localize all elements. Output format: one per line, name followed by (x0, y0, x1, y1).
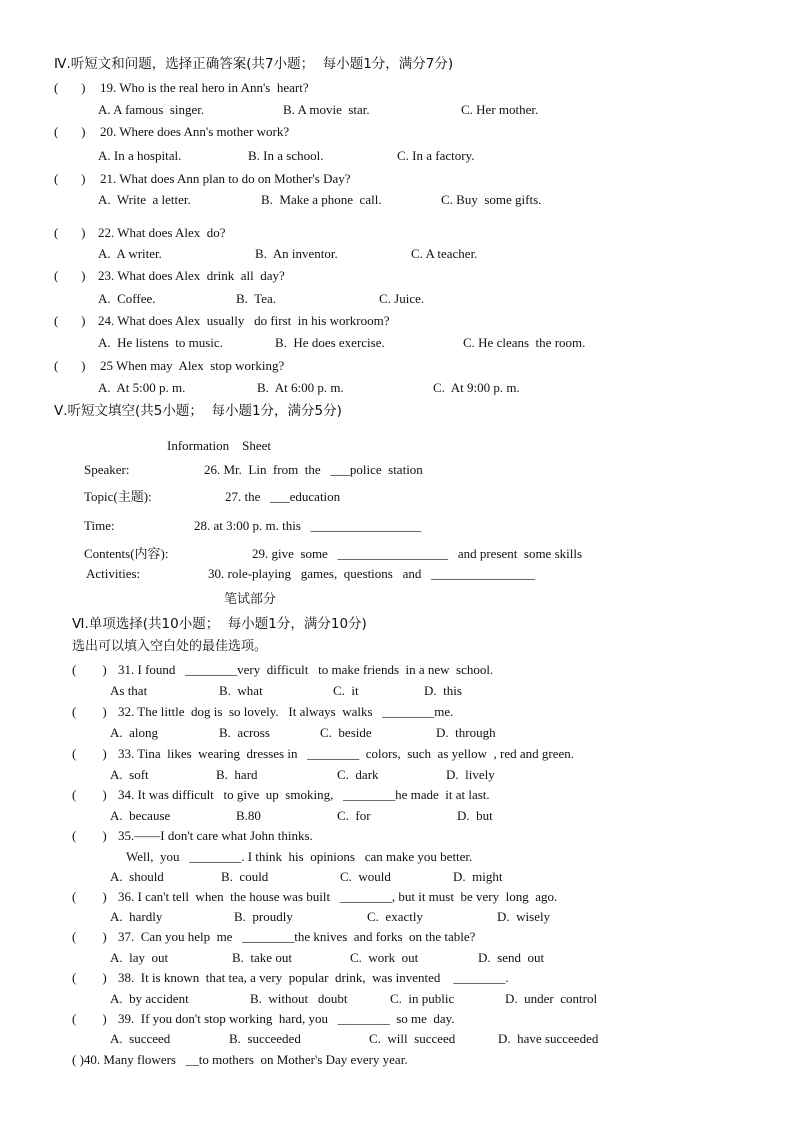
q22-option-c: C. A teacher. (411, 246, 478, 261)
q36-option-a: A. hardly (110, 909, 163, 924)
q19-option-c: C. Her mother. (461, 102, 539, 117)
question-21: 21. What does Ann plan to do on Mother's Day? (100, 171, 351, 186)
answer-paren-36[interactable]: ( ) (72, 889, 107, 904)
question-39: 39. If you don't stop working hard, you ________ so me day. (118, 1011, 455, 1026)
q25-option-b: B. At 6:00 p. m. (257, 380, 344, 395)
q37-option-d: D. send out (478, 950, 545, 965)
q23-option-a: A. Coffee. (98, 291, 156, 306)
q35-option-b: B. could (221, 869, 269, 884)
q24-option-a: A. He listens to music. (98, 335, 223, 350)
q31-option-b: B. what (219, 683, 263, 698)
question-35: 35.——I don't care what John thinks. (118, 828, 313, 843)
question-25: 25 When may Alex stop working? (100, 358, 285, 373)
sheet-item-30: 30. role-playing games, questions and ________________ (208, 566, 536, 581)
q35-option-a: A. should (110, 869, 164, 884)
q31-option-c: C. it (333, 683, 359, 698)
question-32: 32. The little dog is so lovely. It always walks ________me. (118, 704, 454, 719)
q24-option-b: B. He does exercise. (275, 335, 385, 350)
answer-paren-33[interactable]: ( ) (72, 746, 107, 761)
q32-option-d: D. through (436, 725, 496, 740)
question-38: 38. It is known that tea, a very popular drink, was invented ________. (118, 970, 509, 985)
q34-option-b: B.80 (236, 808, 261, 823)
sheet-item-29: 29. give some _________________ and present some skills (252, 546, 583, 561)
q34-option-a: A. because (110, 808, 171, 823)
q19-option-a: A. A famous singer. (98, 102, 205, 117)
q21-option-b: B. Make a phone call. (261, 192, 382, 207)
sheet-item-26: 26. Mr. Lin from the ___police station (204, 462, 423, 477)
q34-option-c: C. for (337, 808, 371, 823)
q37-option-a: A. lay out (110, 950, 169, 965)
written-part-title: 笔试部分 (224, 592, 277, 607)
q20-option-a: A. In a hospital. (98, 148, 182, 163)
q25-option-c: C. At 9:00 p. m. (433, 380, 520, 395)
question-23: 23. What does Alex drink all day? (98, 268, 285, 283)
q20-option-c: C. In a factory. (397, 148, 475, 163)
question-36: 36. I can't tell when the house was built ________, but it must be very long ago. (118, 889, 558, 904)
q35-option-d: D. might (453, 869, 503, 884)
q32-option-a: A. along (110, 725, 159, 740)
question-31: 31. I found ________very difficult to make friends in a new school. (118, 662, 494, 677)
q22-option-b: B. An inventor. (255, 246, 338, 261)
question-22: 22. What does Alex do? (98, 225, 226, 240)
sheet-label-time: Time: (84, 518, 115, 533)
q21-option-a: A. Write a letter. (98, 192, 191, 207)
q35-option-c: C. would (340, 869, 391, 884)
q38-option-b: B. without doubt (250, 991, 348, 1006)
question-33: 33. Tina likes wearing dresses in ________ colors, such as yellow , red and green. (118, 746, 575, 761)
q31-option-a: As that (110, 683, 148, 698)
answer-paren-34[interactable]: ( ) (72, 787, 107, 802)
q32-option-c: C. beside (320, 725, 372, 740)
question-24: 24. What does Alex usually do first in his workroom? (98, 313, 390, 328)
q33-option-d: D. lively (446, 767, 495, 782)
answer-paren-32[interactable]: ( ) (72, 704, 107, 719)
q36-option-b: B. proudly (234, 909, 293, 924)
answer-paren-23[interactable]: ( ) (54, 268, 86, 283)
q23-option-c: C. Juice. (379, 291, 425, 306)
section-5-heading: Ⅴ.听短文填空(共5小题； 每小题1分，满分5分) (54, 403, 342, 419)
q24-option-c: C. He cleans the room. (463, 335, 586, 350)
q33-option-c: C. dark (337, 767, 379, 782)
q37-option-c: C. work out (350, 950, 419, 965)
question-34: 34. It was difficult to give up smoking, ________he made it at last. (118, 787, 490, 802)
sheet-item-27: 27. the ___education (225, 489, 341, 504)
q39-option-a: A. succeed (110, 1031, 171, 1046)
q38-option-a: A. by accident (110, 991, 189, 1006)
q39-option-b: B. succeeded (229, 1031, 301, 1046)
answer-paren-20[interactable]: ( ) (54, 124, 86, 139)
sheet-label-topic: Topic(主题): (84, 489, 152, 504)
answer-paren-31[interactable]: ( ) (72, 662, 107, 677)
q33-option-b: B. hard (216, 767, 258, 782)
answer-paren-22[interactable]: ( ) (54, 225, 86, 240)
answer-paren-21[interactable]: ( ) (54, 171, 86, 186)
section-6-heading: Ⅵ.单项选择(共10小题； 每小题1分，满分10分) (72, 616, 367, 632)
q36-option-c: C. exactly (367, 909, 423, 924)
q38-option-d: D. under control (505, 991, 598, 1006)
q38-option-c: C. in public (390, 991, 455, 1006)
answer-paren-38[interactable]: ( ) (72, 970, 107, 985)
q23-option-b: B. Tea. (236, 291, 277, 306)
q39-option-c: C. will succeed (369, 1031, 456, 1046)
sheet-item-28: 28. at 3:00 p. m. this _________________ (194, 518, 422, 533)
information-sheet-title: Information Sheet (167, 438, 271, 453)
answer-paren-35[interactable]: ( ) (72, 828, 107, 843)
question-19: 19. Who is the real hero in Ann's heart? (100, 80, 309, 95)
q25-option-a: A. At 5:00 p. m. (98, 380, 186, 395)
q20-option-b: B. In a school. (248, 148, 324, 163)
q22-option-a: A. A writer. (98, 246, 162, 261)
answer-paren-25[interactable]: ( ) (54, 358, 86, 373)
sheet-label-activities: Activities: (86, 566, 141, 581)
answer-paren-39[interactable]: ( ) (72, 1011, 107, 1026)
q19-option-b: B. A movie star. (283, 102, 370, 117)
question-37: 37. Can you help me ________the knives and forks on the table? (118, 929, 476, 944)
answer-paren-37[interactable]: ( ) (72, 929, 107, 944)
question-35-line-2: Well, you ________. I think his opinions can make you better. (126, 849, 473, 864)
q31-option-d: D. this (424, 683, 462, 698)
answer-paren-19[interactable]: ( ) (54, 80, 86, 95)
q33-option-a: A. soft (110, 767, 149, 782)
section-4-heading: Ⅳ.听短文和问题，选择正确答案(共7小题； 每小题1分，满分7分) (54, 56, 454, 72)
sheet-label-contents: Contents(内容): (84, 546, 169, 561)
q21-option-c: C. Buy some gifts. (441, 192, 542, 207)
answer-paren-24[interactable]: ( ) (54, 313, 86, 328)
q32-option-b: B. across (219, 725, 270, 740)
q37-option-b: B. take out (232, 950, 292, 965)
question-40: ( )40. Many flowers __to mothers on Mother's Day every year. (72, 1052, 408, 1067)
q36-option-d: D. wisely (497, 909, 551, 924)
q34-option-d: D. but (457, 808, 493, 823)
section-6-instruction: 选出可以填入空白处的最佳选项。 (72, 639, 268, 654)
sheet-label-speaker: Speaker: (84, 462, 130, 477)
q39-option-d: D. have succeeded (498, 1031, 599, 1046)
question-20: 20. Where does Ann's mother work? (100, 124, 290, 139)
